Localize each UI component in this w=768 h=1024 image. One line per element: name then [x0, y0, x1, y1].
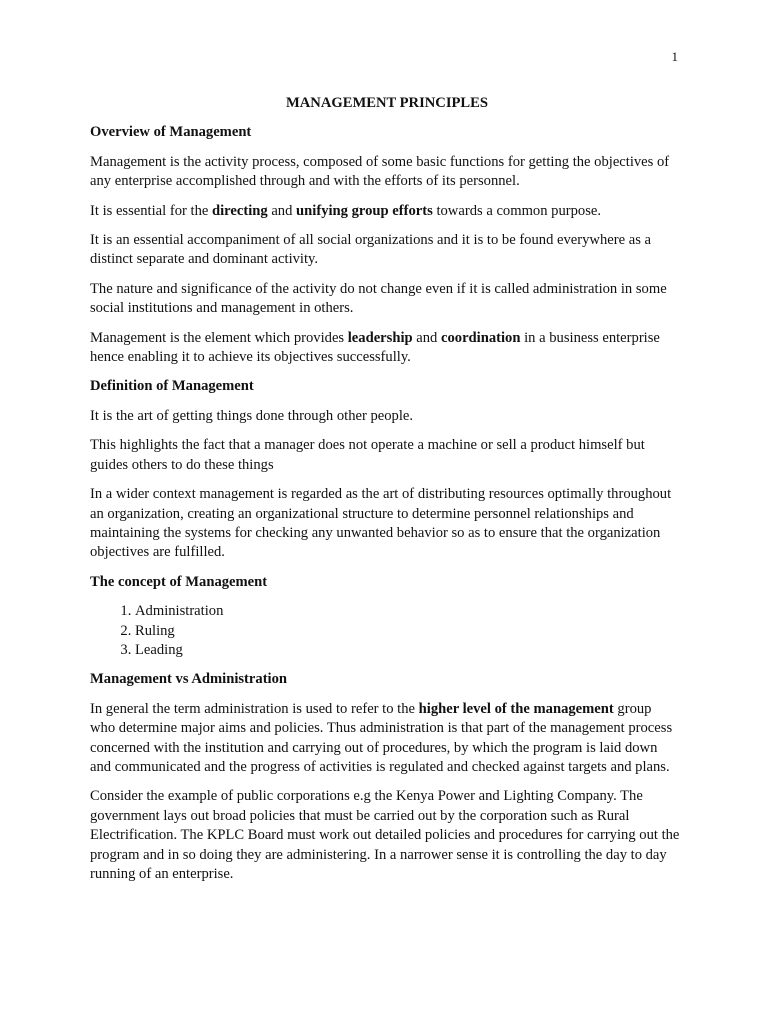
overview-paragraph-3: It is an essential accompaniment of all social organizations and it is to be found everywhere as a distinct separate and dominant activity.: [90, 232, 652, 268]
definition-paragraph-3: In a wider context management is regarded as the art of distributing resources optimally throughout an organization, creating an organizational structure to determine personnel relationships and maintaining the systems for checking any unwanted behavior so as to ensure that the organization objectives are fulfilled.: [90, 486, 672, 561]
list-item: 2. Ruling: [135, 622, 680, 641]
document-body: [90, 94, 680, 894]
overview-paragraph-1: Management is the activity process, composed of some basic functions for getting the objectives of any enterprise accomplished through and with the efforts of its personnel.: [90, 153, 670, 190]
bold-text-unifying: unifying group efforts: [296, 202, 433, 219]
text-run: It is essential for the: [90, 202, 212, 219]
bold-text-directing: directing: [212, 202, 268, 219]
document-title: MANAGEMENT PRINCIPLES: [285, 95, 489, 111]
text-run: In general the term administration is used to refer to the: [90, 700, 419, 717]
section-heading-vs: Management vs Administration: [90, 671, 288, 688]
page-number: 1: [671, 49, 678, 64]
definition-paragraph-1: It is the art of getting things done through other people.: [90, 407, 414, 424]
list-item: 1. Administration: [135, 602, 680, 621]
overview-paragraph-4: The nature and significance of the activity do not change even if it is called administration in some social institutions and management in others.: [90, 280, 667, 317]
concept-list: [90, 602, 680, 660]
overview-paragraph-5: [90, 329, 680, 368]
vs-paragraph-1: [90, 700, 680, 778]
bold-text-higher-level: higher level of the management: [418, 700, 614, 717]
text-run: towards a common purpose.: [432, 202, 602, 219]
vs-paragraph-2: Consider the example of public corporations e.g the Kenya Power and Lighting Company. The government lays out broad policies that must be carried out by the corporation such as Rural Electrification. The KPLC Board must work out detailed policies and procedures for carrying out the program and in so doing they are administering. In a narrower sense it is controlling the day to day running of an enterprise.: [90, 788, 680, 882]
text-run: and: [412, 329, 441, 346]
list-item: 3. Leading: [135, 641, 680, 660]
section-heading-definition: Definition of Management: [90, 378, 254, 395]
bold-text-coordination: coordination: [441, 329, 521, 346]
text-run: and: [267, 202, 297, 219]
text-run: in a business enterprise hence enabling it to achieve its objectives successfully.: [90, 329, 660, 366]
text-run: Management is the element which provides: [90, 329, 348, 346]
overview-paragraph-2: [90, 202, 680, 221]
definition-paragraph-2: This highlights the fact that a manager does not operate a machine or sell a product himself but guides others to do these things: [90, 437, 645, 473]
section-heading-overview: Overview of Management: [90, 124, 252, 141]
section-heading-concept: The concept of Management: [90, 573, 268, 590]
bold-text-leadership: leadership: [347, 329, 413, 346]
text-run: group who determine major aims and policies. Thus administration is that part of the management process concerned with the institution and carrying out of procedures, by which the program is laid down and communicated and the progress of activities is regulated and checked against targets and plans.: [90, 700, 673, 775]
